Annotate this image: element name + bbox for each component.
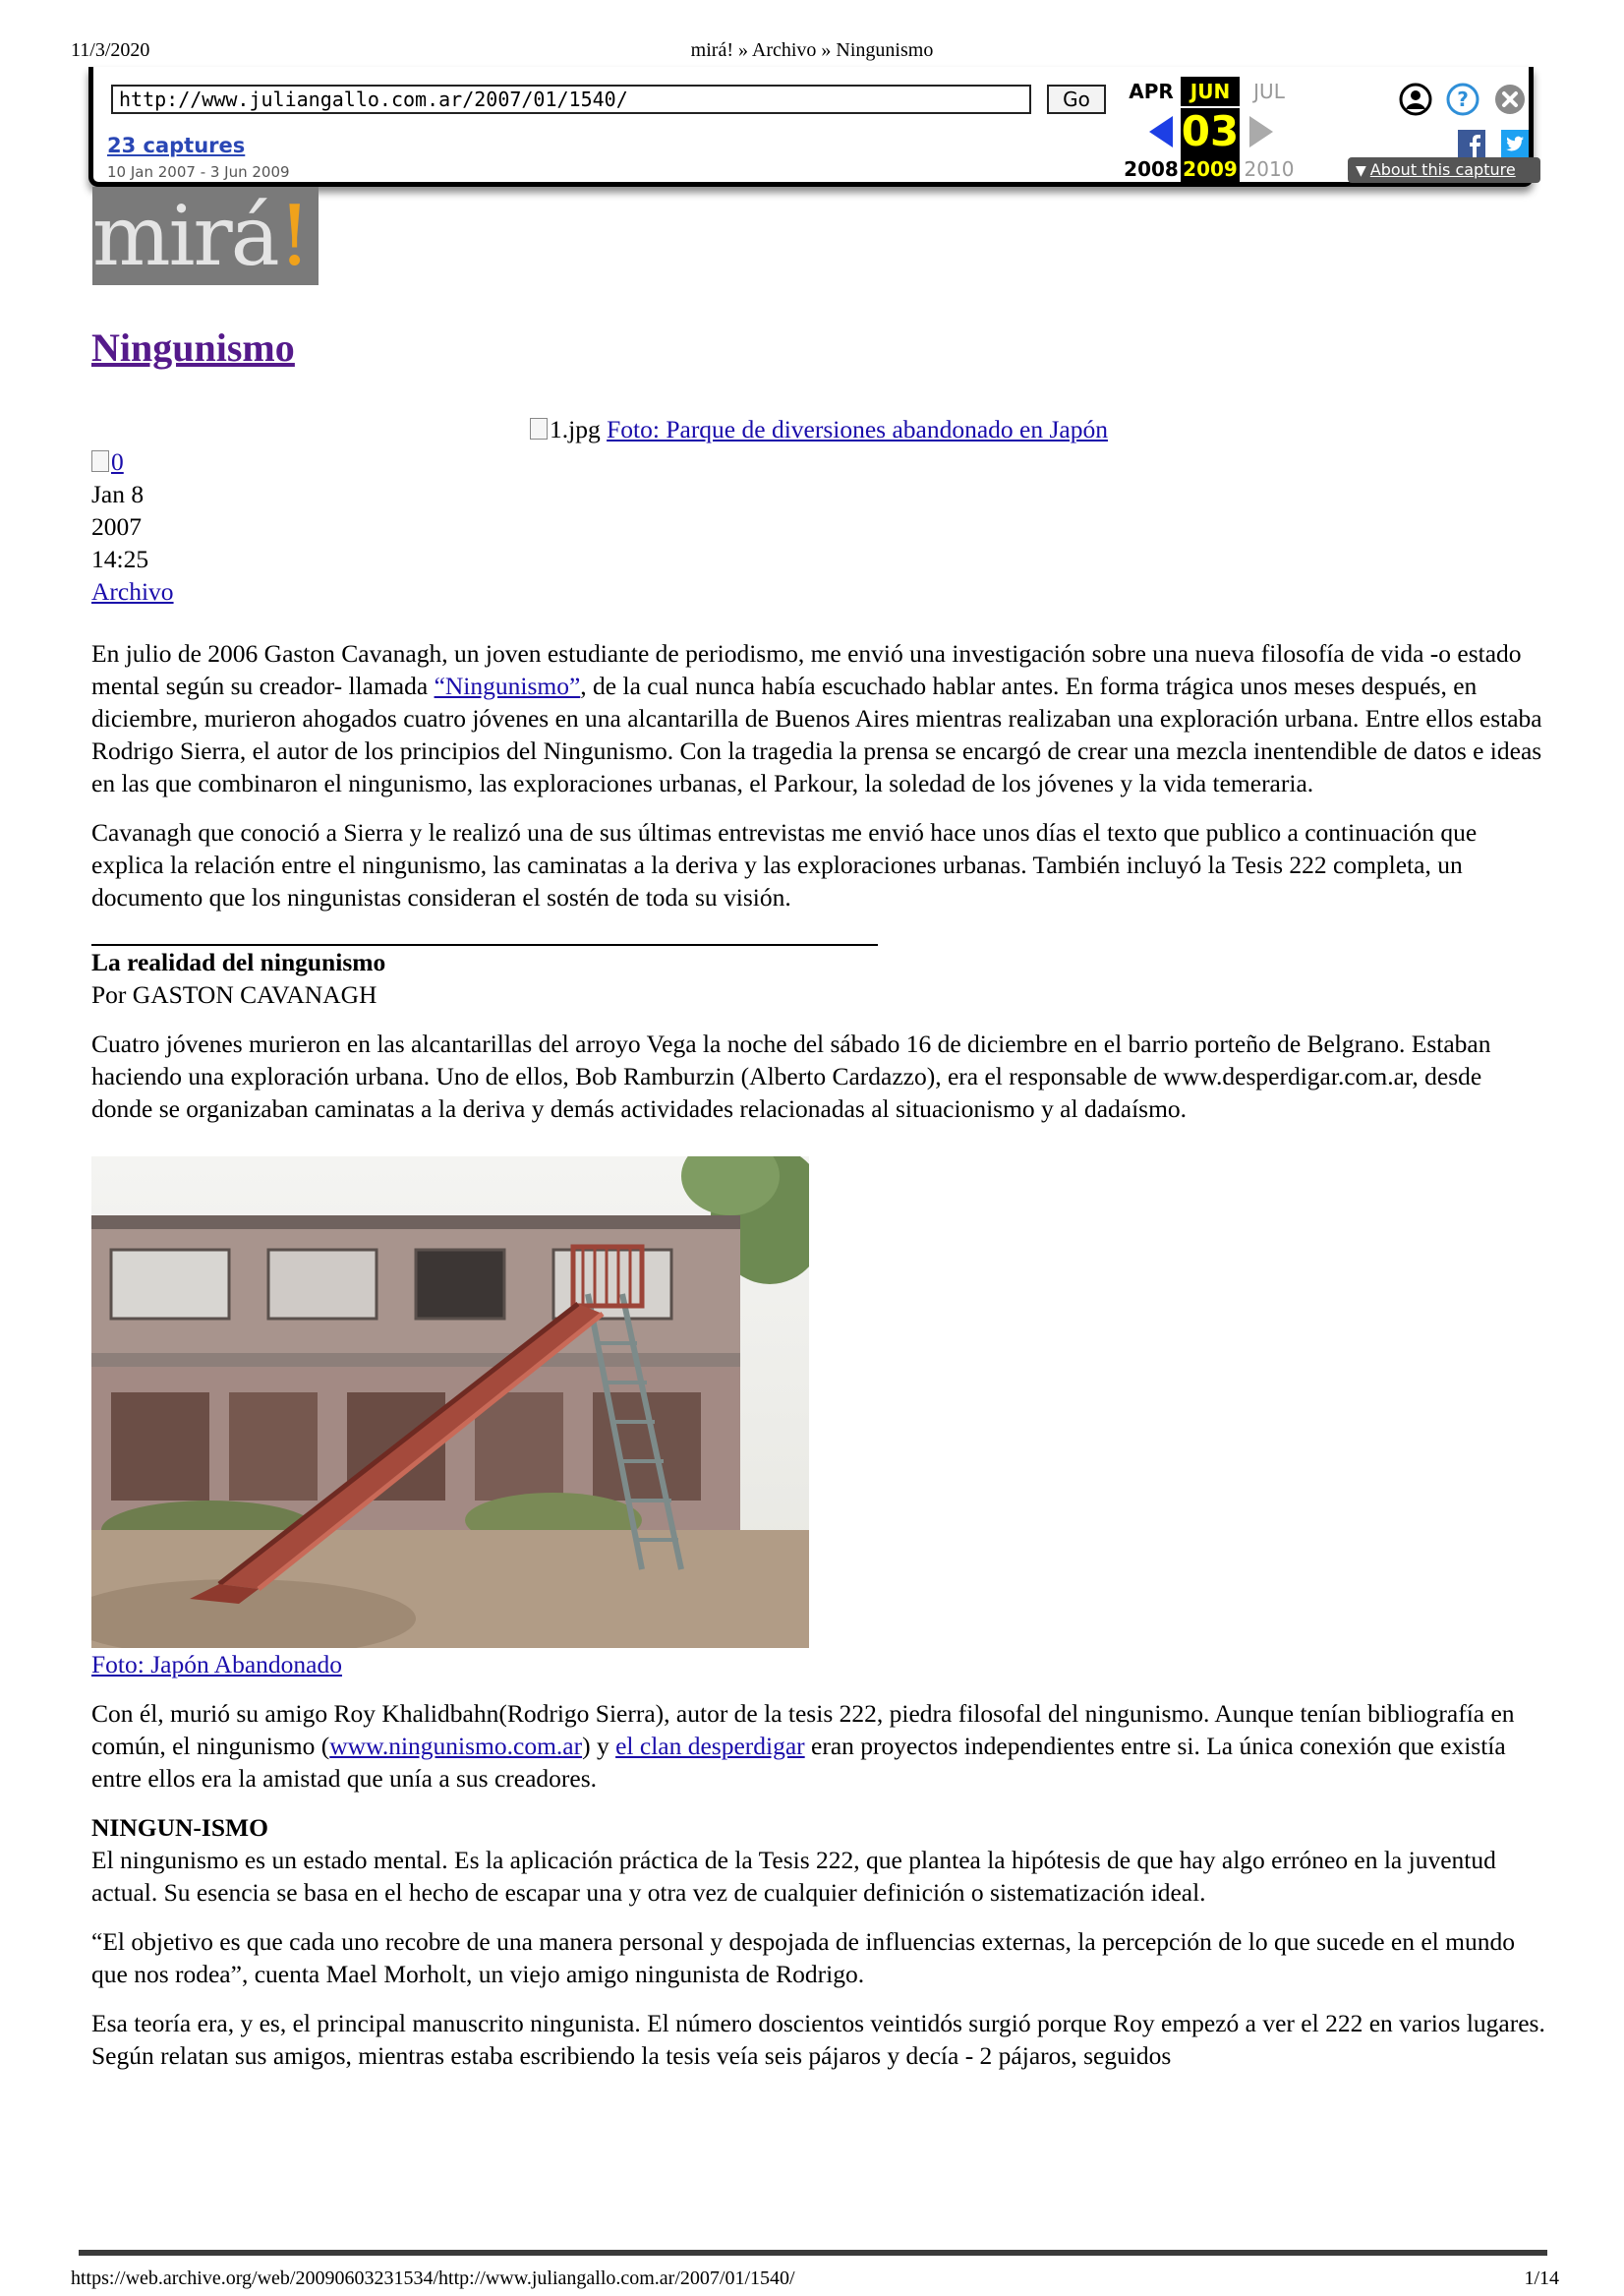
- wayback-month-prev[interactable]: APR: [1129, 80, 1174, 103]
- facebook-icon[interactable]: [1458, 130, 1485, 157]
- abandoned-playground-photo: [91, 1156, 809, 1648]
- post-date: Jan 8: [91, 480, 145, 508]
- comments-count-link[interactable]: 0: [111, 447, 124, 476]
- print-page-number: 1/14: [1524, 2267, 1559, 2289]
- photo-caption-link[interactable]: Foto: Japón Abandonado: [91, 1650, 342, 1678]
- logo-accent: !: [277, 188, 310, 284]
- wayback-captures-range: 10 Jan 2007 - 3 Jun 2009: [107, 163, 290, 181]
- post-category-link[interactable]: Archivo: [91, 577, 174, 606]
- ningunismo-site-link[interactable]: www.ningunismo.com.ar: [329, 1732, 583, 1760]
- paragraph-text: ) y: [582, 1732, 616, 1760]
- paragraph-6: “El objetivo es que cada uno recobre de una manera personal y despojada de influencias externas, la percepción de lo que sucede en el mundo que nos rodea”, cuenta Mael Morholt, un viejo amigo ningunista de Rodrigo.: [91, 1927, 1515, 1988]
- wayback-url-input[interactable]: http://www.juliangallo.com.ar/2007/01/1540/: [111, 85, 1031, 114]
- wayback-month-current: JUN: [1181, 77, 1240, 106]
- post-time: 14:25: [91, 545, 149, 573]
- user-icon[interactable]: [1399, 83, 1432, 116]
- twitter-icon[interactable]: [1501, 130, 1529, 157]
- print-title: mirá! » Archivo » Ningunismo: [690, 39, 934, 61]
- triangle-down-icon: ▼: [1356, 163, 1366, 179]
- paragraph-3: Cuatro jóvenes murieron en las alcantarillas del arroyo Vega la noche del sábado 16 de diciembre en el barrio porteño de Belgrano. Estaban haciendo una exploración urbana. Uno de ellos, Bob Ramburzin (Alberto Cardazzo), era el responsable de www.desperdigar.com.ar, desde donde se organizaban caminatas a la deriva y demás actividades relacionadas al situacionismo y al dadaísmo.: [91, 1030, 1491, 1123]
- print-url: https://web.archive.org/web/20090603231534/http://www.juliangallo.com.ar/2007/01/1540/: [71, 2267, 795, 2289]
- logo-text: [92, 188, 319, 284]
- wayback-month-next[interactable]: JUL: [1253, 80, 1285, 103]
- paragraph-text: En julio de 2006 Gaston Cavanagh, un joven estudiante de periodismo, me envió una investigación sobre una nueva filosofía de vida -o estado mental según su creador- llamada: [91, 639, 1522, 700]
- paragraph-text: eran proyectos independientes entre si. La única conexión que existía entre ellos era la amistad que unía a sus creadores.: [91, 1732, 1506, 1793]
- post-year: 2007: [91, 512, 142, 541]
- paragraph-4: [91, 1697, 1546, 1795]
- wayback-year-next[interactable]: 2010: [1244, 157, 1295, 181]
- sub-article-title: La realidad del ningunismo: [91, 948, 386, 976]
- help-icon[interactable]: [1446, 83, 1479, 116]
- svg-text:?: ?: [1457, 88, 1469, 111]
- site-logo[interactable]: [92, 187, 319, 285]
- wayback-go-button[interactable]: Go: [1047, 85, 1106, 114]
- wayback-year-prev[interactable]: 2008: [1124, 157, 1179, 181]
- clan-desperdigar-link[interactable]: el clan desperdigar: [615, 1732, 805, 1760]
- paragraph-1: [91, 637, 1546, 799]
- divider-line: [91, 930, 878, 946]
- close-icon[interactable]: [1493, 83, 1527, 116]
- wayback-about-label: About this capture: [1369, 160, 1516, 179]
- ningunismo-link[interactable]: “Ningunismo”: [434, 672, 581, 700]
- post-meta: [91, 445, 1546, 608]
- footer-bar: [79, 2250, 1547, 2256]
- print-date: 11/3/2020: [71, 39, 150, 61]
- image-alt-text: 1.jpg: [550, 415, 601, 443]
- article-title-link[interactable]: Ningunismo: [91, 325, 295, 370]
- wayback-toolbar: [88, 67, 1534, 187]
- header-image-caption: [91, 413, 1546, 445]
- paragraph-text: Con él, murió su amigo Roy Khalidbahn(Rodrigo Sierra), autor de la tesis 222, piedra filosofal del ningunismo. Aunque tenían bibliografía en común, el ningunismo (: [91, 1699, 1515, 1760]
- image-caption-link[interactable]: Foto: Parque de diversiones abandonado en Japón: [607, 415, 1108, 443]
- article-title: [91, 324, 1546, 372]
- paragraph-5: El ningunismo es un estado mental. Es la aplicación práctica de la Tesis 222, que plantea la hipótesis de que hay algo erróneo en la juventud actual. Su esencia se basa en el hecho de escapar una y otra vez de cualquier definición o sistematización ideal.: [91, 1846, 1496, 1907]
- print-footer: [0, 2267, 1624, 2291]
- comments-link-row: [91, 445, 1546, 478]
- broken-image-icon: [91, 450, 109, 472]
- paragraph-text: , de la cual nunca había escuchado hablar antes. En forma trágica unos meses después, en diciembre, murieron ahogados cuatro jóvenes en una alcantarilla de Buenos Aires mientras realizaban una exploración urbana. Entre ellos estaba Rodrigo Sierra, el autor de los principios del Ningunismo. Con la tragedia la prensa se encargó de crear una mezcla inentendible de datos e ideas en las que combinaron el ningunismo, las exploraciones urbanas, el Parkour, la soledad de los jóvenes y la vida temeraria.: [91, 672, 1542, 797]
- wayback-year-current: 2009: [1181, 155, 1240, 183]
- article: [91, 324, 1546, 2089]
- section-title: NINGUN-ISMO: [91, 1813, 268, 1842]
- paragraph-2: Cavanagh que conoció a Sierra y le realizó una de sus últimas entrevistas me envió hace unos días el texto que publico a continuación que explica la relación entre el ningunismo, las caminatas a la deriva y las exploraciones urbanas. También incluyó la Tesis 222 completa, un documento que los ningunistas consideran el sostén de toda su visión.: [91, 818, 1478, 912]
- print-header: [0, 39, 1624, 63]
- wayback-captures-link[interactable]: 23 captures: [107, 134, 246, 157]
- wayback-about-capture-button[interactable]: [1348, 157, 1540, 183]
- wayback-prev-arrow-icon[interactable]: [1149, 116, 1173, 147]
- logo-main: mirá: [92, 188, 278, 284]
- wayback-day: 03: [1181, 107, 1240, 155]
- broken-image-icon: [530, 418, 548, 440]
- byline: Por GASTON CAVANAGH: [91, 980, 377, 1009]
- wayback-next-arrow-icon[interactable]: [1249, 116, 1273, 147]
- paragraph-7: Esa teoría era, y es, el principal manuscrito ningunista. El número doscientos veintidós surgió porque Roy empezó a ver el 222 en varios lugares. Según relatan sus amigos, mientras estaba escribiendo la tesis veía seis pájaros y decía - 2 pájaros, seguidos: [91, 2009, 1545, 2070]
